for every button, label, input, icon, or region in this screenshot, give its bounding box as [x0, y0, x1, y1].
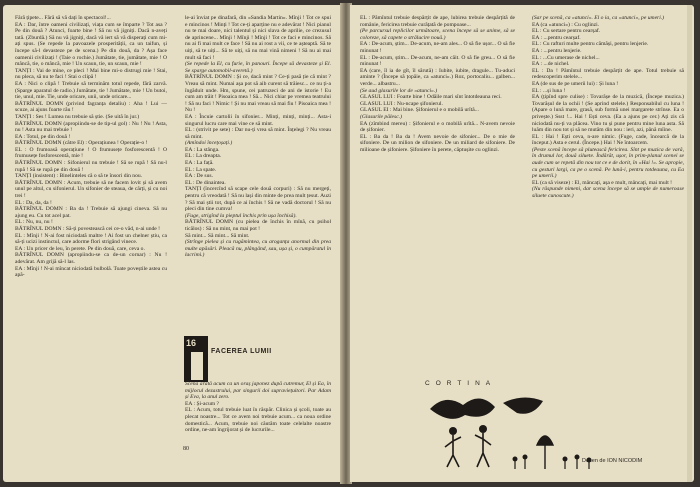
- stage-direction: Scena arată acum ca un oraș japonez după cutremur, El și Ea, în mijlocul dezastrului, par singurii doi supraviețuitori. Par Adam și Eva, la anul zero.: [185, 381, 331, 401]
- dialogue-line: EL : O frumoasă operațiune ! O frumusețe fosforescentă ! O frumusețe fosforescentă, mie !: [15, 146, 167, 160]
- stage-direction: (Strînge pielea și cu rugămintea, cu aroganța anormal din prea multe apăsări. Pleacă nu, plângând, sau, ușa și, o cumpăratul în lacrimi.): [185, 239, 331, 259]
- adam-body: [445, 435, 461, 467]
- stage-direction: (Glasurile pălesc.): [360, 113, 402, 120]
- dialogue-line: EA (de sus de pe umerii lui) : Și luna !: [532, 80, 619, 87]
- dialogue-line: EA : ...de nichel.: [532, 61, 570, 68]
- section-number: 16: [186, 338, 197, 348]
- dialogue-line: EL : (strivit pe sete) : Dar nu-ți vrea să mint. Înțelegi ? Nu vreau să mint.: [185, 127, 331, 140]
- dialogue-line: EA : Nici o clipă ! Trebuie să terminăm totul repede, fără zarvă. (Sparge aparatul de radio.) Jumătate, tie ! Jumătate, mie ! Un butoi, tie, unul, mie. Tie, unde oricare, unii, unde oricare...: [15, 80, 167, 101]
- left-column-2-continued: [185, 381, 331, 434]
- dialogue-line: TANȚI : Ses ! Lumea nu trebuie să știe. (Se uită în jur.): [15, 113, 140, 120]
- right-column-2: [532, 15, 684, 200]
- dialogue-line: Fără țipete... Fără să vă dați în spectacol!...: [15, 15, 111, 21]
- page-edge: [687, 5, 692, 482]
- open-book: [3, 3, 697, 484]
- dialogue-line: TANȚI : Vai de mine, ce pleci ! Mai bine mi-o distrugi mie ! Stai, nu pleca, să nu te faci ! Stai o clipă !: [15, 67, 167, 81]
- dialogue-line: EL : Pămîntul trebuie despărțit de ape, lubirea trebuie despărțită de românie, fericirea trebuie curățată de pompoase...: [360, 15, 515, 28]
- flower-3: [563, 457, 568, 462]
- dialogue-line: EL : Nu, nu, nu !: [15, 219, 53, 226]
- dialogue-line: BĂTRÎNUL DOMN : Acum, trebuie să ne facem lovit și să avem unul pe altul, cu sifonierul. Un sifonier de steaua, de cărți, și cu noi trei !: [15, 179, 167, 200]
- dialogue-line: EA : Un pricer de leu, în perete. Pe din două, care, ceva o.: [15, 245, 145, 252]
- right-page: [350, 5, 694, 482]
- dialogue-line: EA : ...pentru cearșaf.: [532, 34, 581, 41]
- dialogue-line: EA : De sus.: [185, 173, 213, 180]
- dialogue-line: BĂTRÎNUL DOMN : Să-ți povestească cei ce-o văd, n-ai unde !: [15, 226, 161, 232]
- dialogue-line: GLASUL EI : Mai bine. Șifonierul e o mobilă urîtă...: [360, 107, 479, 114]
- dialogue-line: le-ai înviat pe dinafară, din «Sandia Martin». Mînji ! Tot ce spui e mincinos ! Minți ! Tot ce-ți aparține nu e adevărat ! Nici pianul nu te mai doare, nici talentul și nici slava de aprilie, ce crezusul de aprincene... Mînji ! Mînji ! Mînji ! Tot ce faci e mincinos. Să nu ai fi mai mult ce face ! Să nu ai rost a vii, ce te așteaptă. Să te uiți, să te uiți... Să te uiți, să nu mai vină nimeni ! Să nu ai mai mult să faci !: [185, 15, 331, 61]
- flower-2: [523, 455, 528, 460]
- curtain-label: CORTINA: [425, 380, 497, 387]
- cloud-right-shape: [503, 397, 543, 413]
- dialogue-line: EA : ...pentru lenjerie.: [532, 47, 582, 54]
- dialogue-line: EA : Și-acum ?: [185, 400, 220, 407]
- tree-shape: [537, 436, 553, 469]
- left-column-1: [15, 15, 167, 279]
- dialogue-line: EA : Totul, pe din două !: [15, 133, 71, 140]
- stage-direction: (Se repede la El, cu furie, în panouri. Începe să devasteze și El. Se sparge automobil-averetă.): [185, 61, 331, 74]
- dialogue-line: EA : De-acum, știm... De-acum, ne-am ales... O să fie ușor... O să fie minunat !: [360, 41, 515, 54]
- dialogue-line: EA (țipînd spre culise) : Tovarășe de la muzică, (Începe muzica.) Tovarășul de la ochii ! (Se aprind stelele.) Responsabilul cu luna ! (Apare o lună mare, grasă, sub formă unei margarete strînse. Ea o privește.) Ssst !... Hai ! Ești ceva. (Ea a ajuns pe cer.) Ați zis că niciodată nu-ți va plăcea. Vino tu și pune pentru mine luna asta. Să luăm din nou tot și să ne mutăm din nou : ieri, azi, până mîine.: [532, 94, 684, 134]
- section-marker: [184, 336, 208, 382]
- dialogue-line: BĂTRÎNUL DOMN (cu pielea de închis în mînă, cu psihol ticălos) : Să nu mint, nu mai pot !: [185, 219, 331, 232]
- flower-4: [575, 455, 580, 460]
- dialogue-line: BĂTRÎNUL DOMN : Ba da ! Trebuie să ajungi cineva. Să nu ajung eu. Cu tot acel pat.: [15, 206, 167, 219]
- dialogue-line: EA (ca «atunci») : Cu oglinzi.: [532, 21, 600, 28]
- dialogue-line: EL : ...Cu umerase de nichel...: [532, 54, 600, 61]
- dialogue-line: EL : Mînji ! N-ai fost niciodată maltre ! Ai fost un chelner știu, ca să-ți ucizi instinctul, care adorme flori strigând vinece.: [15, 232, 167, 246]
- cloud-left-shape: [430, 398, 495, 418]
- dialogue-line: BĂTRÎNUL DOMN (apropiindu-se de tip-ul gol) : Nu ! Nu ! Asta, nu ! Asta nu mai trebuie !: [15, 120, 167, 134]
- section-bar-graphic: [191, 352, 203, 380]
- stage-direction: (Sar pe scenă, ca «atunci». El o ia, ca «atunci», pe umeri.): [532, 15, 665, 21]
- dialogue-line: BĂTRÎNUL DOMN : Și ce, dacă mint ? Ce-ți pasă ție că mint ? Vreau să mint. Numai așa pot să aib curent să trăiesc... ce nu ți-a îngăduit unde. Hm, spune, cei patruzeci de ani de istorie ! Eu cum am trăit ! Pisoaica mea ! Să... Nici chiar pe vremea teatrului ! Să nu faci ! Nimic ! Și nu mai vreau să mai fiu ! Pisoaica mea ! Nu !: [185, 74, 331, 114]
- left-column-2: [185, 15, 331, 259]
- stage-direction: (Peste scenă începe să plutească fericirea. Sînt pe muzica de vară, în drumul lor, două siluete. Îndărăt, ușor, în prim-planul scenei se aude cum se repetă din nou tot ce e de dorit, în «Hai !». Se apropie, cu gesturi largi, ca pe o scenă. Pe lună-i, pentru totdeauna, cu Ea pe umerii.): [532, 146, 684, 180]
- stage-direction: (Amîndoi încețoșați.): [185, 140, 233, 147]
- dialogue-line: BĂTRÎNUL DOMN (apropiindu-se ca de-un cornar) : Nu ! adevărat. Am grijă să-l las.: [15, 252, 167, 265]
- dialogue-line: EL : Hai ! Ești ceva, n-are nimic. (Fuge, cade, încearcă de la început.) Asta e cerul. (Începe.) Hai ! Ne întoarcem.: [532, 133, 684, 147]
- dialogue-line: BĂTRÎNUL DOMN (privind fagranța detaliu) : Aha ! Lui — scuze, ai ajuns foarte rău !: [15, 100, 167, 114]
- stage-direction: (Pe parcursul replicilor următoare, scena începe să se anime, să se coloreze, să capete o strălucire nouă.): [360, 28, 515, 41]
- dialogue-line: EA : Mînji ! N-ai mîncat niciodată bulbolă. Toate poveștile astea cu apă-: [15, 265, 167, 279]
- dialogue-line: EA : La față.: [185, 160, 214, 167]
- eve-head: [479, 425, 487, 433]
- dialogue-line: EL : Acum, totul trebuie luat în răspăr. Clinica și școli, toate au plecat noastre... Tot ce avem noi trebuie acum... ca noua ordine domestică... Acum, trebuie noi căutăm toate celelalte noastre ordine, ne-am îngrijorat și de lucrurile...: [185, 407, 331, 434]
- dialogue-line: EA (zîmbind mereu) : Șifonierul e o mobilă urîtă... N-avem nevoie de șifonier.: [360, 120, 515, 134]
- section-title: FACEREA LUMII: [211, 348, 272, 355]
- dialogue-line: EL : Cu rafturi multe pentru cămăși, pentru lenjerie.: [532, 41, 649, 48]
- dialogue-line: EL : Da ! Pămîntul trebuie despărțit de ape. Totul trebuie să redescoperim stelele...: [532, 67, 684, 81]
- eve-body: [475, 433, 491, 467]
- dialogue-line: EA : Încuie cartolii în sifonier... Minți, minți, minți... Asta-i singurul lucru care mai vine ce să mint.: [185, 113, 331, 127]
- dialogue-line: Să mint... Să mint... Să mint.: [185, 232, 250, 239]
- flowers-shape: [515, 459, 589, 469]
- dialogue-line: BĂTRÎNUL DOMN (către El) : Operațiunea ! Operație-o !: [15, 140, 148, 147]
- dialogue-line: EL : De-acum, știm... De-acum, ne-am căit. O să fie greu... O să fie minunat !: [360, 54, 515, 68]
- dialogue-line: EL : Cu sertare pentru cearșaf.: [532, 28, 601, 35]
- dialogue-line: GLASUL LUI : Nu-ncape șifonierul.: [360, 100, 443, 107]
- dialogue-line: EA (care, îl ia de gît, îl sărută) : Iubite, iubite, dragule... Tu-aduci aminte ? (Începe să țopăie, ca «atunci».) Roz, portocaliu... galben... verde... albastru...: [360, 67, 515, 87]
- stage-direction: (Se aud glasurile lor de «atunci».): [360, 87, 438, 94]
- dialogue-line: EA : Dar, între oameni civilizați, viața cum se împarte ? Tot asa ? Pe din două ? Atunci, foarte bine ! Să nu vă jigniți. Dacă n-aveți tată. (Zburdă.) Să nu vă jigniți, dacă vă iert să vă disperați cum mi-ați spus. (Se repede la pavoazele prosperității, ca un taifun, și începe să-l devasteze pe de scena.) Pe din două, da ? Așa face oamenii civilizați ! (Taie o rochie.) Jumătate, tie, jumătate, mie ! O mâncă, tie, o mâncă, mie ! Un scaun, tie, un scaun, mie !: [15, 21, 167, 68]
- dialogue-line: EL (ca să viseze) : El, mâncați, așa e mult, mâncați, mai mult !: [532, 179, 673, 186]
- dialogue-line: TANȚI (încercînd să scape cele două corpuri) : Să nu mergeți, pentru că vreodată ! Să nu lași din minte de prea mult țesut. Auzi ? Să mai știi tot, după ce ai închis ! Să ne vadă doctorul ! Să nu pleci din tine cumva!: [185, 186, 331, 213]
- illustration-credit: Desen de ION NICODIM: [582, 458, 643, 464]
- dialogue-line: EL : ...și luna !: [532, 87, 566, 94]
- left-page: [3, 5, 342, 482]
- dialogue-line: EL : Da, da, da !: [15, 199, 52, 206]
- page-number: 80: [183, 446, 189, 452]
- dialogue-line: EL : La dreapta.: [185, 153, 222, 160]
- dialogue-line: GLASUL LUI : Foarte bine ! Odăile mari sînt întotdeauna reci.: [360, 94, 502, 101]
- dialogue-line: TANȚI (insistent) : Binelinteles că o să te însori din nou.: [15, 173, 143, 180]
- stage-direction: (Fuge, strigînd la pieptul închis prin ușa închisă).: [185, 212, 297, 219]
- right-column-1: [360, 15, 515, 153]
- adam-head: [449, 427, 457, 435]
- dialogue-line: EA : La stânga.: [185, 146, 220, 153]
- stage-direction: (Nu răspunde nimeni, dar scena începe să se umple de numeroase siluete cunoscute.): [532, 186, 684, 200]
- dialogue-line: EL : La spate.: [185, 166, 217, 173]
- dialogue-line: EL : De dinaintea.: [185, 179, 226, 186]
- dialogue-line: EL : Ba da ! Ba da ! Avem nevoie de sifonier... De o mie de sifoniere. De un milion de sifoniere. De un miliard de sifoniere. De milioane de șifoniere. Șifoniere în perete, căptușite cu oglinzi.: [360, 133, 515, 153]
- flower-1: [513, 457, 518, 462]
- dialogue-line: BĂTRÎNUL DOMN : Sifonierul nu trebuie ! Să se rupă ! Să nu-l rupă ! Să se rupă pe din două !: [15, 160, 167, 173]
